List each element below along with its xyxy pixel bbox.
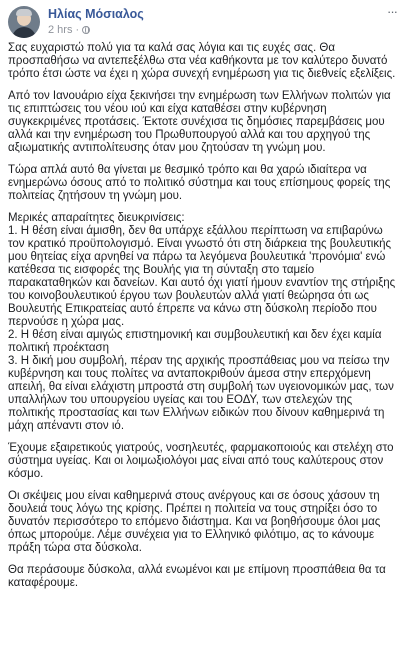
- avatar-body: [12, 27, 36, 38]
- avatar[interactable]: [8, 6, 40, 38]
- meta-separator: ·: [75, 24, 80, 36]
- paragraph: Σας ευχαριστώ πολύ για τα καλά σας λόγια και τις ευχές σας. Θα προσπαθήσω να αντεπεξέλθω στα νέα καθήκοντα με τον καλύτερο δυνατό τρόπο έτσι ώστε να έχει η χώρα συνεχή ενημέρωση για τις διεθνείς εξελίξεις.: [8, 42, 396, 80]
- more-options-icon[interactable]: ···: [387, 4, 397, 19]
- paragraph: Έχουμε εξαιρετικούς γιατρούς, νοσηλευτές, φαρμακοποιούς και στελέχη στο σύστημα υγείας. Και οι λοιμωξιολόγοι μας είναι από τους καλύτερους στον κόσμο.: [8, 442, 394, 480]
- avatar-hair: [16, 9, 32, 16]
- paragraph: Οι σκέψεις μου είναι καθημερινά στους ανέργους και σε όσους χάσουν τη δουλειά τους λόγω της κρίσης. Πρέπει η πολιτεία να τους στηρίξει όσο το δυνατόν περισσότερο το επόμενο διάστημα. Και να βοηθήσουμε όλοι μας όπως μπορούμε. Λέμε συνέχεια για το Ελληνικό φιλότιμο, ας το κάνουμε πράξη τώρα στα δύσκολα.: [8, 490, 381, 554]
- post-header: [8, 6, 400, 40]
- post-time[interactable]: 2 hrs: [48, 24, 73, 36]
- post-meta: [48, 24, 90, 36]
- paragraph: Τώρα απλά αυτό θα γίνεται με θεσμικό τρόπο και θα χαρώ ιδιαίτερα να ενημερώνω όσους από το πολιτικό σύστημα και τους επίσημους φορείς της πολιτείας ζητήσουν τη γνώμη μου.: [8, 164, 391, 202]
- post-text: [8, 42, 400, 599]
- paragraph: Μερικές απαραίτητες διευκρινίσεις: 1. Η θέση είναι άμισθη, δεν θα υπάρχε εξάλλου περίπτωση να επιβαρύνω τον κρατικό προϋπολογισμό. Είναι γνωστό ότι στη διάρκεια της βουλευτικής μου θητείας είχα αρνηθεί να πάρω τα λεγόμενα βουλευτικά 'προνόμια' ενώ κατέθεσα τις εισφορές της Βουλής για τη σύνταξη στο ταμείο παρακαταθηκών και δανείων. Και αυτό όχι γιατί ήμουν εναντίον της στήριξης του κοινοβουλευτικού έργου των βουλευτών αλλά γιατί θεώρησα ότι ως Βουλευτής Επικρατείας αυτό έπρεπε να κάνω στη δύσκολη περίοδο που περνούσε η χώρα μας. 2. Η θέση είναι αμιγώς επιστημονική και συμβουλευτική και δεν έχει καμία πολιτική προέκταση 3. Η δική μου συμβολή, πέραν της αρχικής προσπάθειας μου να πείσω την κυβέρνηση και τους πολίτες να ανταποκριθούν άμεσα στην επερχόμενη απειλή, θα είναι ελάχιστη μπροστά στη συμβολή των υγειονομικών μας, των υπαλλήλων του υπουργείου υγείας και του ΕΟΔΥ, των στελεχών της πολιτικής προστασίας και των Ελλήνων ειδικών που δίνουν καθημερινά τη μάχη απέναντι στον ιό.: [8, 212, 396, 432]
- paragraph: Θα περάσουμε δύσκολα, αλλά ενωμένοι και με επίμονη προσπάθεια θα τα καταφέρουμε.: [8, 564, 386, 589]
- globe-icon[interactable]: [82, 26, 90, 34]
- author-name[interactable]: Ηλίας Μόσιαλος: [48, 7, 144, 21]
- paragraph: Από τον Ιανουάριο είχα ξεκινήσει την ενημέρωση των Ελλήνων πολιτών για τις επιπτώσεις του νέου ιού και είχα καταθέσει στην κυβέρνηση συγκεκριμένες προτάσεις. Έκτοτε συνέχισα τις δημόσιες παρεμβάσεις μου αλλά και την ενημέρωση του Πρωθυπουργού αλλά και του αρχηγού της αξιωματικής αντιπολίτευσης όταν μου ζητούσαν τη γνώμη μου.: [8, 90, 391, 154]
